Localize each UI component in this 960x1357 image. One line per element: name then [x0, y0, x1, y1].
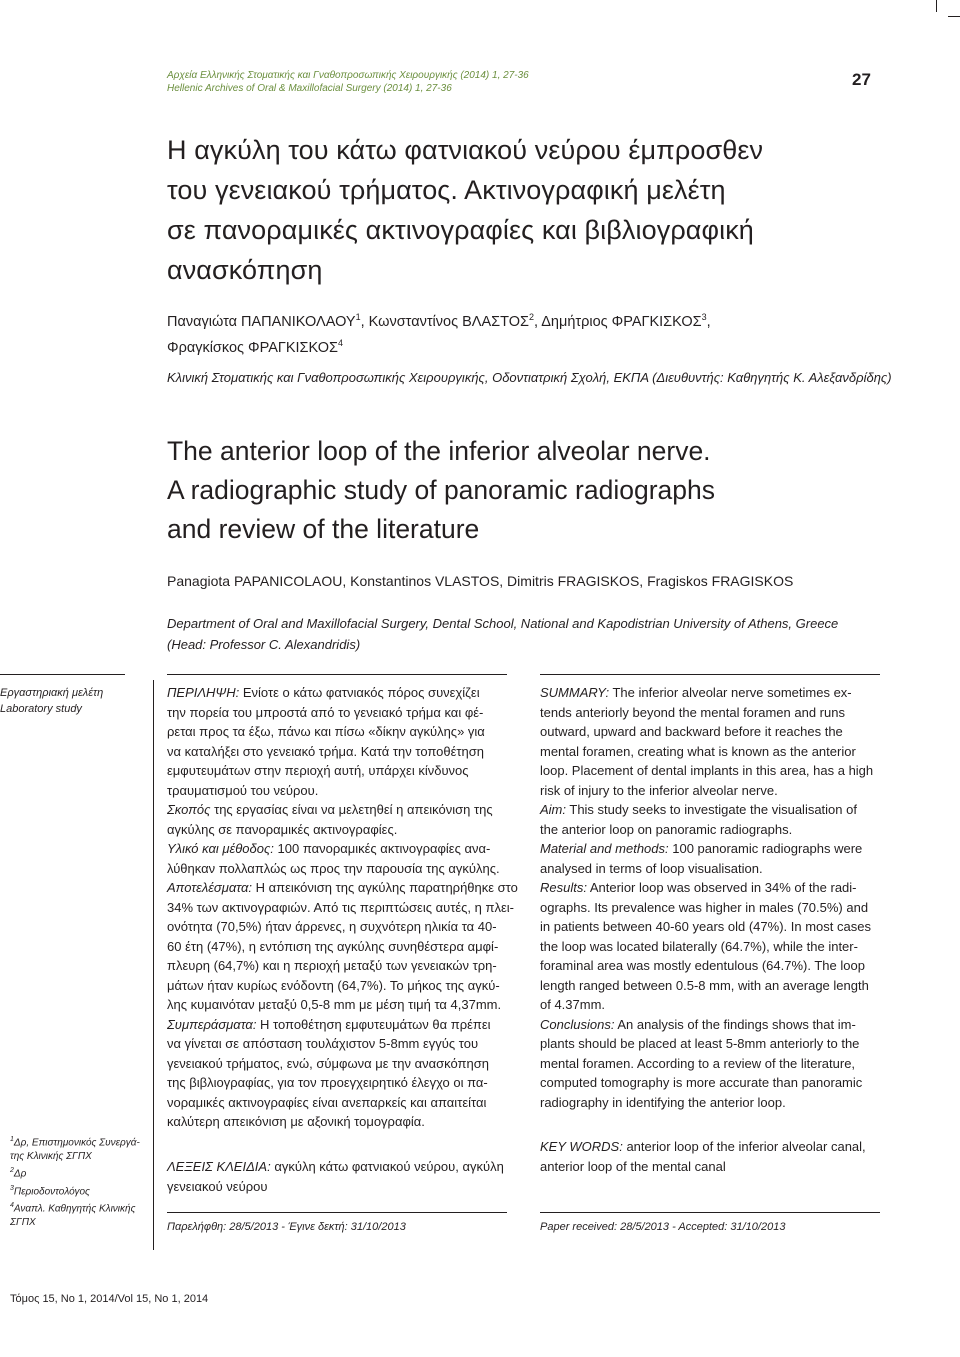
abstract-heading: SUMMARY: — [540, 685, 610, 700]
journal-name-greek: Αρχεία Ελληνικής Στοματικής και Γναθοπροσωπικής Χειρουργικής (2014) 1, 27-36 — [167, 70, 529, 81]
abstract-line: πλευρη (64,7%) και η περιοχή μεταξύ των γενειακών τρη- — [167, 958, 497, 973]
footnote-text: Δρ, Επιστημονικός Συνεργά- — [13, 1137, 140, 1149]
abstract-line: γενειακού τρήματος, ενώ, σύμφωνα με την ανασκόπηση — [167, 1055, 489, 1071]
abstract-english — [540, 683, 873, 1112]
affiliation-greek: Κλινική Στοματικής και Γναθοπροσωπικής Χειρουργικής, Οδοντιατρική Σχολή, ΕΚΠΑ (Διευθυντής: Καθηγητής Κ. Αλεξανδρίδης) — [167, 370, 892, 385]
author-affiliation-mark: 1 — [355, 312, 361, 322]
crop-mark-horizontal — [948, 16, 960, 17]
abstract-line: tends anteriorly beyond the mental foramen and runs — [540, 704, 845, 720]
abstract-line: An analysis of the findings shows that im- — [614, 1016, 856, 1032]
footnote-number: 4 — [10, 1201, 14, 1209]
section-label: Αποτελέσματα: — [167, 880, 253, 895]
affiliation-english-line: (Head: Professor C. Alexandridis) — [167, 637, 361, 652]
abstract-line: This study seeks to investigate the visualisation of — [566, 802, 857, 817]
affiliation-english — [167, 613, 838, 655]
author-footnotes — [10, 1133, 142, 1230]
abstract-line: Η τοποθέτηση εμφυτευμάτων θα πρέπει — [256, 1016, 491, 1032]
abstract-line: mental foramen. According to a review of the literature, — [540, 1055, 856, 1071]
abstract-line: εμφυτευμάτων στην περιοχή αυτή, υπάρχει κίνδυνος — [167, 763, 469, 778]
title-greek-line: Η αγκύλη του κάτω φατνιακού νεύρου έμπροσθεν — [167, 135, 764, 165]
keywords-greek — [167, 1157, 504, 1196]
abstract-line: foraminal area was mostly edentulous (64.7%). The loop — [540, 958, 865, 973]
journal-header — [167, 69, 529, 95]
abstract-line: computed tomography is more accurate than panoramic — [540, 1075, 863, 1090]
abstract-line: λύθηκαν πολλαπλώς ως προς την παρουσία της αγκύλης. — [167, 860, 500, 876]
footnote-number: 3 — [10, 1184, 14, 1192]
divider-dates-greek — [167, 1212, 507, 1213]
divider-greek — [167, 674, 507, 675]
section-label: Συμπεράσματα: — [167, 1016, 257, 1032]
authors-greek — [167, 307, 711, 359]
abstract-line: analysed in terms of loop visualisation. — [540, 860, 763, 876]
keywords-text: γενειακού νεύρου — [167, 1178, 268, 1194]
footnote-number: 2 — [10, 1167, 14, 1175]
abstract-line: 60 έτη (47%), η εντόπιση της αγκύλης συνηθέστερα αμφί- — [167, 938, 499, 954]
abstract-line: risk of injury to the inferior alveolar nerve. — [540, 782, 778, 798]
author-affiliation-mark: 3 — [701, 312, 707, 322]
abstract-line: της εργασίας είναι να μελετηθεί η απεικόνιση της — [210, 802, 493, 817]
title-greek-line: ανασκόπηση — [167, 255, 323, 285]
affiliation-english-line: Department of Oral and Maxillofacial Surgery, Dental School, National and Kapodistrian University of Athens, Greece — [167, 616, 839, 631]
abstract-line: καλύτερη απεικόνιση με αξονική τομογραφία. — [167, 1114, 425, 1129]
dates-greek: Παρελήφθη: 28/5/2013 - Έγινε δεκτή: 31/10/2013 — [167, 1221, 406, 1233]
abstract-line: the loop was located bilaterally (64.7%), while the inter- — [540, 938, 858, 954]
divider-dates-english — [540, 1212, 880, 1213]
author-name: , Κωνσταντίνος ΒΛΑΣΤΟΣ — [360, 313, 529, 330]
abstract-line: να καταλήξει στο γενειακό τρήμα. Κατά την τοποθέτηση — [167, 743, 485, 759]
author-affiliation-mark: 4 — [337, 337, 343, 348]
author-affiliation-mark: 2 — [528, 312, 534, 322]
abstract-line: Anterior loop was observed in 34% of the radi- — [586, 880, 857, 895]
abstract-line: νοραμικές ακτινογραφίες είναι ανεπαρκείς και απαιτείται — [167, 1094, 487, 1110]
abstract-line: plants should be placed at least 5-8mm anteriorly to the — [540, 1036, 860, 1051]
article-type-greek: Εργαστηριακή μελέτη — [0, 687, 104, 699]
footnote-text: ΣΓΠΧ — [10, 1217, 36, 1229]
volume-footer: Τόμος 15, No 1, 2014/Vol 15, No 1, 2014 — [10, 1293, 209, 1305]
footnote-text: Δρ — [13, 1168, 27, 1180]
divider-left — [0, 674, 125, 675]
abstract-line: να γίνεται σε απόσταση τουλάχιστον 5-8mm εγγύς του — [167, 1036, 479, 1051]
section-label: Σκοπός — [167, 802, 211, 817]
abstract-line: outward, upward and backward before it reaches the — [540, 724, 843, 739]
abstract-line: τραυματισμού του νεύρου. — [167, 782, 319, 798]
abstract-line: 34% των ακτινογραφιών. Από τις περιπτώσεις αυτές, η πλει- — [167, 899, 514, 915]
section-label: Material and methods: — [540, 841, 669, 856]
title-english-line: and review of the literature — [167, 514, 480, 544]
title-english-line: A radiographic study of panoramic radiographs — [167, 475, 715, 505]
title-greek-line: σε πανοραμικές ακτινογραφίες και βιβλιογραφική — [167, 215, 754, 245]
crop-mark-vertical — [936, 0, 937, 12]
abstract-line: mental foramen, creating what is known as the anterior — [540, 743, 856, 759]
abstract-line: 100 panoramic radiographs were — [668, 841, 863, 856]
abstract-heading: ΠΕΡΙΛΗΨΗ: — [167, 685, 240, 700]
title-english-line: The anterior loop of the inferior alveolar nerve. — [167, 436, 711, 466]
footnote-text: Αναπλ. Καθηγητής Κλινικής — [13, 1203, 136, 1215]
article-type — [0, 685, 103, 717]
section-label: Υλικό και μέθοδος: — [167, 841, 274, 856]
divider-english — [540, 674, 880, 675]
abstract-line: loop. Placement of dental implants in this area, has a high — [540, 763, 874, 778]
title-greek — [167, 130, 867, 290]
section-label: Conclusions: — [540, 1016, 615, 1032]
abstract-line: Ενίοτε ο κάτω φατνιακός πόρος συνεχίζει — [239, 685, 480, 700]
author-separator: , — [706, 313, 711, 330]
author-name: Παναγιώτα ΠΑΠΑΝΙΚΟΛΑΟΥ — [167, 313, 356, 330]
keywords-text: anterior loop of the inferior alveolar canal, — [622, 1139, 866, 1154]
keywords-label: ΛΕΞΕΙΣ ΚΛΕΙΔΙΑ: — [167, 1159, 271, 1174]
abstract-line: the anterior loop on panoramic radiographs. — [540, 821, 793, 837]
abstract-line: 100 πανοραμικές ακτινογραφίες ανα- — [273, 841, 491, 856]
footnote-text: της Κλινικής ΣΓΠΧ — [10, 1151, 92, 1163]
author-name: , Δημήτριος ΦΡΑΓΚΙΣΚΟΣ — [533, 313, 702, 330]
abstract-line: ographs. Its prevalence was higher in males (70.5%) and — [540, 899, 869, 915]
section-label: Aim: — [540, 802, 566, 817]
abstract-line: ρεται προς τα έξω, πάνω και πίσω «δίκην αγκύλης» για — [167, 724, 485, 739]
section-label: Results: — [540, 880, 587, 895]
column-divider — [153, 680, 154, 1250]
keywords-label: KEY WORDS: — [540, 1139, 623, 1154]
keywords-text: αγκύλη κάτω φατνιακού νεύρου, αγκύλη — [270, 1159, 504, 1174]
abstract-line: λης κυμαινόταν μεταξύ 0,5-8 mm με μέση τιμή τα 4,37mm. — [167, 997, 502, 1012]
author-name: Φραγκίσκος ΦΡΑΓΚΙΣΚΟΣ — [167, 339, 338, 356]
abstract-line: ονότητα (70,5%) ήταν άρρενες, η συχνότερη ηλικία τα 40- — [167, 919, 497, 934]
abstract-line: The inferior alveolar nerve sometimes ex- — [609, 685, 852, 700]
abstract-line: in patients between 40-60 years old (47%). In most cases — [540, 919, 871, 934]
abstract-line: radiography in identifying the anterior loop. — [540, 1094, 786, 1110]
abstract-line: αγκύλης σε πανοραμικές ακτινογραφίες. — [167, 821, 398, 837]
abstract-line: length ranged between 0.5-8 mm, with an average length — [540, 977, 869, 993]
title-greek-line: του γενειακού τρήματος. Ακτινογραφική μελέτη — [167, 175, 726, 205]
authors-english: Panagiota PAPANICOLAOU, Konstantinos VLASTOS, Dimitris FRAGISKOS, Fragiskos FRAGISKOS — [167, 573, 794, 589]
dates-english: Paper received: 28/5/2013 - Accepted: 31/10/2013 — [540, 1221, 786, 1233]
abstract-greek — [167, 683, 518, 1132]
abstract-line: της βιβλιογραφίας, για τον προεγχειρητικό έλεγχο οι πα- — [167, 1075, 488, 1090]
article-type-english: Laboratory study — [0, 703, 82, 715]
page-number: 27 — [852, 70, 871, 89]
footnote-text: Περιοδοντολόγος — [13, 1185, 90, 1197]
footnote-number: 1 — [10, 1136, 14, 1143]
abstract-line: την πορεία του μπροστά από το γενειακό τρήμα και φέ- — [167, 704, 484, 720]
keywords-english — [540, 1137, 866, 1176]
journal-name-english: Hellenic Archives of Oral & Maxillofacial Surgery (2014) 1, 27-36 — [167, 83, 452, 94]
keywords-text: anterior loop of the mental canal — [540, 1158, 726, 1174]
title-english — [167, 432, 715, 549]
abstract-line: of 4.37mm. — [540, 997, 606, 1012]
abstract-line: Η απεικόνιση της αγκύλης παρατηρήθηκε στο — [252, 880, 518, 895]
abstract-line: μάτων ήταν κυρίως ενόδοντη (64,7%). Το μήκος της αγκύ- — [167, 977, 500, 993]
